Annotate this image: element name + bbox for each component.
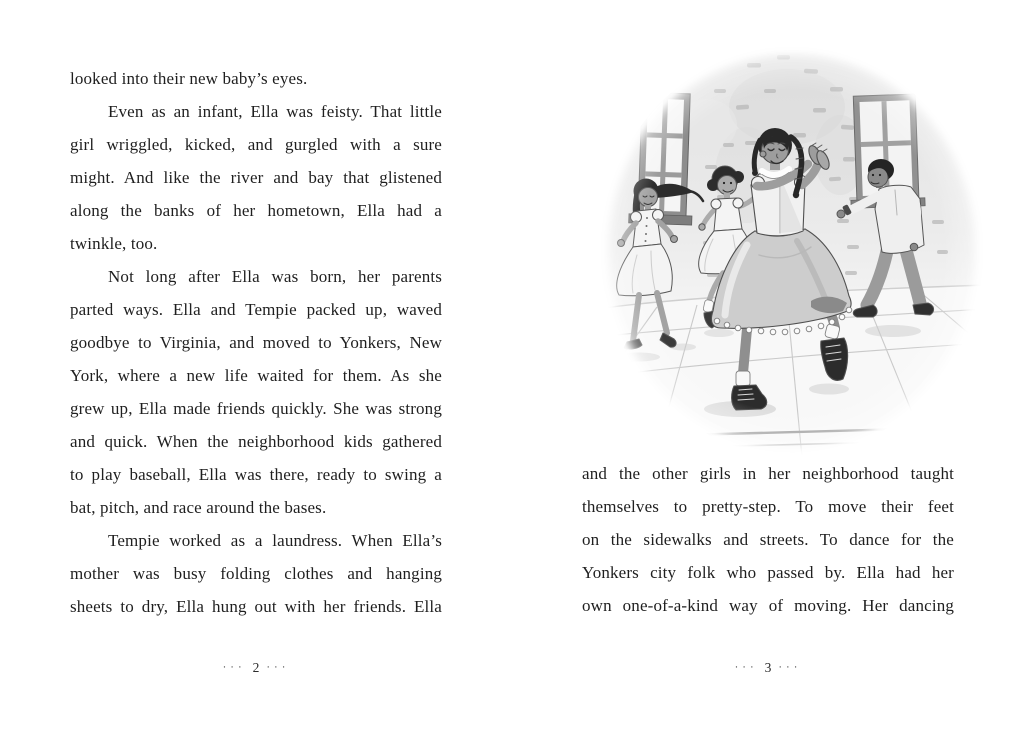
- text-line: own one-of-a-kind way of moving. Her dancing: [582, 596, 954, 615]
- folio-ornament: ···: [778, 661, 802, 674]
- text-line: twinkle, too.: [70, 234, 158, 253]
- left-page-text-column: [70, 62, 442, 623]
- text-line: goodbye to Virginia, and moved to Yonkers, New: [70, 333, 442, 352]
- folio-ornament: ···: [734, 661, 758, 674]
- text-line: Even as an infant, Ella was feisty. That little: [108, 102, 442, 121]
- text-line: bat, pitch, and race around the bases.: [70, 498, 327, 517]
- text-line: Not long after Ella was born, her parents: [108, 267, 442, 286]
- page-number: 3: [764, 660, 772, 675]
- text-line: and the other girls in her neighborhood taught: [582, 464, 954, 483]
- text-line: mother was busy folding clothes and hanging: [70, 564, 442, 583]
- text-line: on the sidewalks and streets. To dance for the: [582, 530, 954, 549]
- text-line: Yonkers city folk who passed by. Ella had her: [582, 563, 954, 582]
- text-line: York, where a new life waited for them. As she: [70, 366, 442, 385]
- folio-ornament: ···: [266, 661, 290, 674]
- text-line: parted ways. Ella and Tempie packed up, waved: [70, 300, 442, 319]
- folio-ornament: ···: [222, 661, 246, 674]
- page-number-left: [70, 660, 442, 676]
- text-line: to play baseball, Ella was there, ready to swing a: [70, 465, 442, 484]
- illustration-children-dancing: [597, 45, 987, 457]
- text-line: sheets to dry, Ella hung out with her friends. Ella: [70, 597, 442, 616]
- right-page-text-column: [582, 457, 954, 622]
- text-line: grew up, Ella made friends quickly. She was strong: [70, 399, 442, 418]
- text-line: girl wriggled, kicked, and gurgled with a sure: [70, 135, 442, 154]
- text-line: themselves to pretty-step. To move their feet: [582, 497, 954, 516]
- text-line: might. And like the river and bay that glistened: [70, 168, 442, 187]
- text-line: looked into their new baby’s eyes.: [70, 69, 308, 88]
- text-line: along the banks of her hometown, Ella had a: [70, 201, 442, 220]
- page-number: 2: [252, 660, 260, 675]
- page-number-right: [582, 660, 954, 676]
- text-line: Tempie worked as a laundress. When Ella’s: [108, 531, 442, 550]
- text-line: and quick. When the neighborhood kids gathered: [70, 432, 442, 451]
